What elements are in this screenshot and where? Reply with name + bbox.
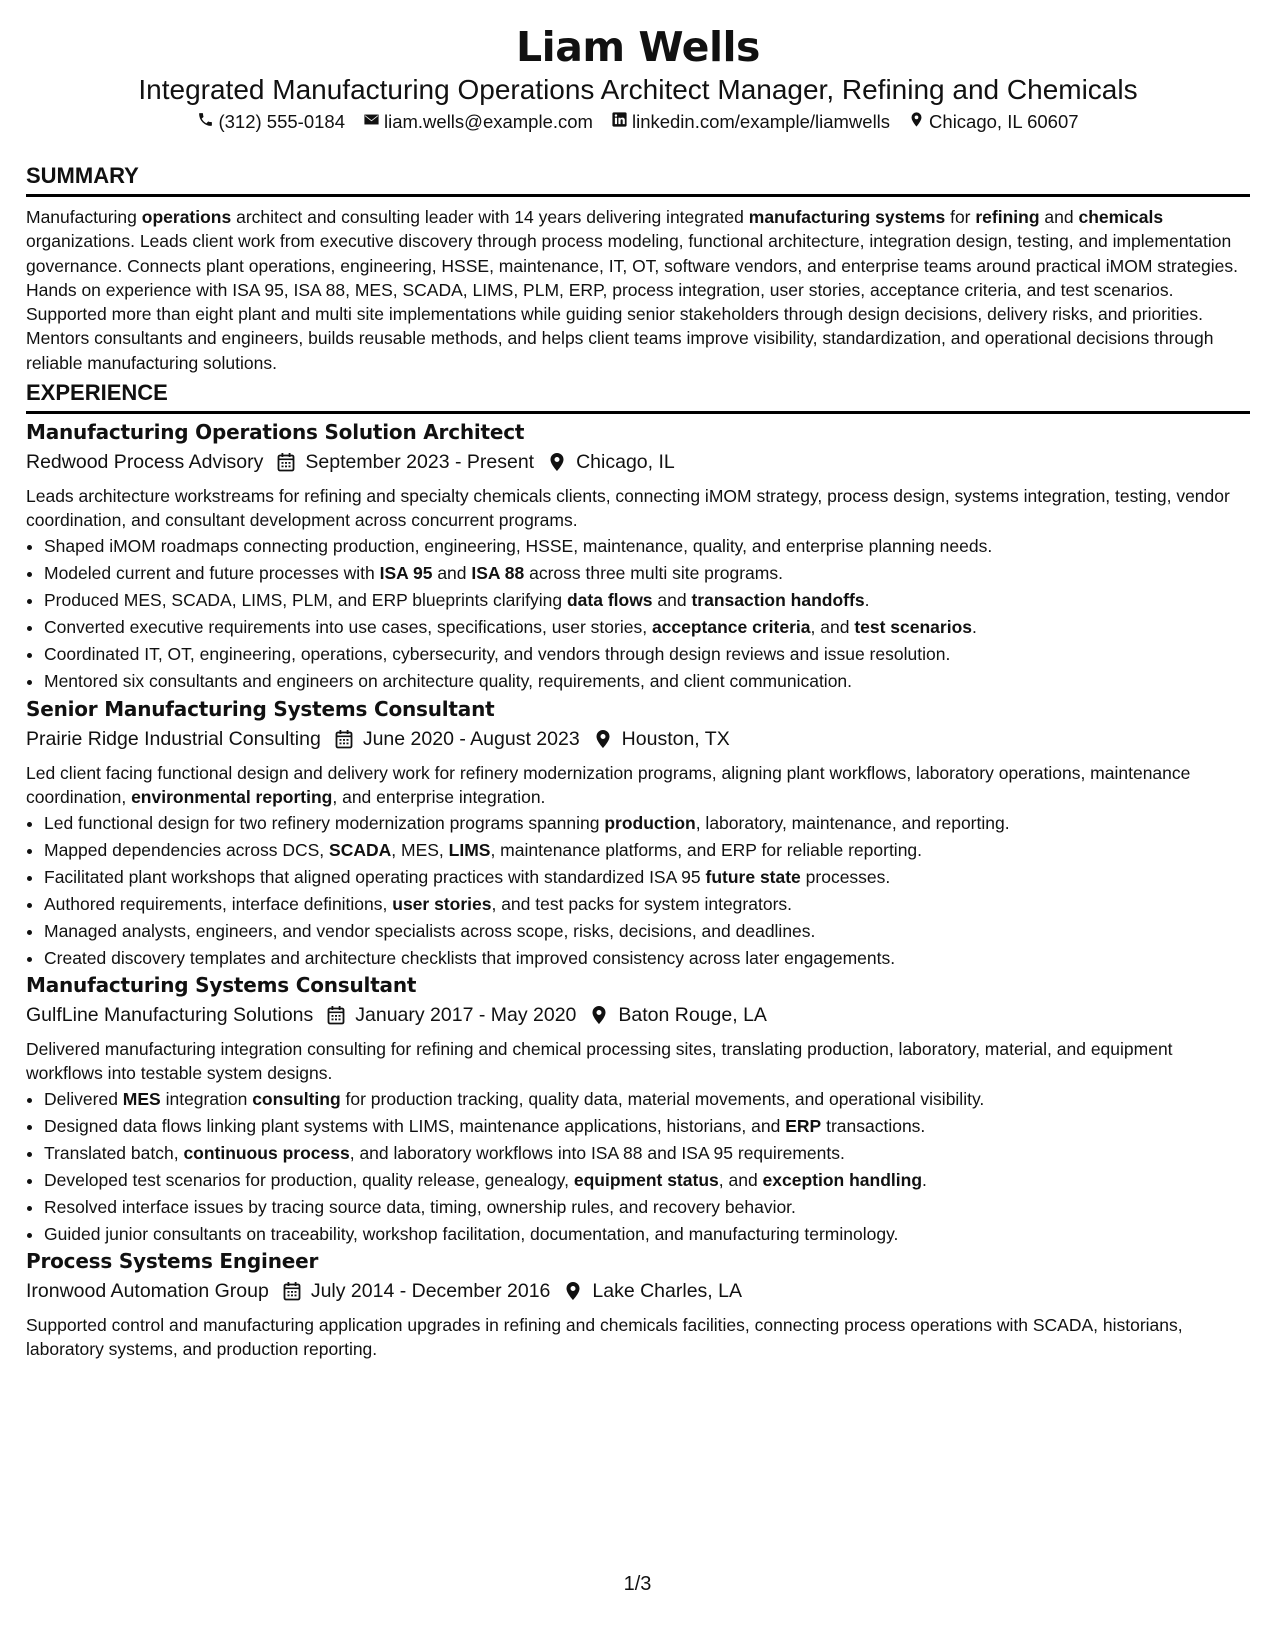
job-entry xyxy=(26,418,1250,695)
bullet-item: • Produced MES, SCADA, LIMS, PLM, and ERP blueprints clarifying data flows and transaction handoffs. xyxy=(44,587,1250,614)
job-description: Led client facing functional design and delivery work for refinery modernization programs, aligning plant workflows, laboratory operations, maintenance coordination, environmental reporting, and enterprise integration. xyxy=(26,763,1191,808)
contact-bar xyxy=(26,108,1250,136)
contact-linkedin[interactable] xyxy=(611,108,890,136)
map-pin-icon xyxy=(548,452,566,472)
map-pin-icon xyxy=(594,729,612,749)
map-pin-icon xyxy=(590,1005,608,1025)
contact-phone[interactable] xyxy=(197,108,345,136)
job-title: Manufacturing Operations Solution Architect xyxy=(26,420,525,444)
job-dates: June 2020 - August 2023 xyxy=(362,728,580,750)
bullet-item: • Translated batch, continuous process, and laboratory workflows into ISA 88 and ISA 95 requirements. xyxy=(44,1140,1250,1167)
bullet-item: • Guided junior consultants on traceability, workshop facilitation, documentation, and manufacturing terminology. xyxy=(44,1221,1250,1248)
location-text: Chicago, IL 60607 xyxy=(929,111,1079,132)
bullet-item: • Modeled current and future processes with ISA 95 and ISA 88 across three multi site programs. xyxy=(44,560,1250,587)
job-meta xyxy=(26,724,1250,754)
bullet-item: • Facilitated plant workshops that aligned operating practices with standardized ISA 95 future state processes. xyxy=(44,864,1250,891)
bullet-item: • Created discovery templates and architecture checklists that improved consistency across later engagements. xyxy=(44,945,1250,972)
bullet-item: • Led functional design for two refinery modernization programs spanning production, laboratory, maintenance, and reporting. xyxy=(44,810,1250,837)
bullet-item: • Mentored six consultants and engineers on architecture quality, requirements, and client communication. xyxy=(44,668,1250,695)
job-description: Delivered manufacturing integration consulting for refining and chemical processing sites, translating production, laboratory, material, and equipment workflows into testable system designs. xyxy=(26,1039,1173,1084)
job-title: Process Systems Engineer xyxy=(26,1249,319,1273)
candidate-title: Integrated Manufacturing Operations Architect Manager, Refining and Chemicals xyxy=(138,74,1138,105)
job-description: Leads architecture workstreams for refining and specialty chemicals clients, connecting iMOM strategy, process design, systems integration, testing, vendor coordination, and consultant development across concurrent programs. xyxy=(26,486,1230,531)
bullet-item: • Designed data flows linking plant systems with LIMS, maintenance applications, historians, and ERP transactions. xyxy=(44,1113,1250,1140)
bullet-item: • Shaped iMOM roadmaps connecting production, engineering, HSSE, maintenance, quality, and enterprise planning needs. xyxy=(44,533,1250,560)
job-location: Baton Rouge, LA xyxy=(618,1004,767,1026)
section-divider xyxy=(26,194,1250,197)
job-dates: January 2017 - May 2020 xyxy=(355,1004,577,1026)
contact-location xyxy=(908,108,1078,136)
job-title: Manufacturing Systems Consultant xyxy=(26,973,417,997)
job-meta xyxy=(26,1000,1250,1030)
job-bullets xyxy=(26,1086,1250,1248)
company-name: Ironwood Automation Group xyxy=(26,1280,269,1302)
bullet-item: • Managed analysts, engineers, and vendor specialists across scope, risks, decisions, and deadlines. xyxy=(44,918,1250,945)
summary-text: Manufacturing operations architect and consulting leader with 14 years delivering integrated manufacturing systems for refining and chemicals organizations. Leads client work from executive discovery through process modeling, functional architecture, integration design, testing, and implementation governance. Connects plant operations, engineering, HSSE, maintenance, IT, OT, software vendors, and enterprise teams around practical iMOM strategies. Hands on experience with ISA 95, ISA 88, MES, SCADA, LIMS, PLM, ERP, process integration, user stories, acceptance criteria, and test scenarios. Supported more than eight plant and multi site implementations while guiding senior stakeholders through design decisions, delivery risks, and priorities. Mentors consultants and engineers, builds reusable methods, and helps client teams improve visibility, standardization, and operational decisions through reliable manufacturing solutions. xyxy=(26,207,1239,373)
summary-section xyxy=(26,162,1250,375)
envelope-icon xyxy=(363,108,380,136)
job-entry xyxy=(26,695,1250,972)
job-bullets xyxy=(26,533,1250,695)
page-number: 1/3 xyxy=(623,1573,652,1595)
job-meta xyxy=(26,447,1250,477)
job-entry xyxy=(26,971,1250,1248)
bullet-item: • Mapped dependencies across DCS, SCADA, MES, LIMS, maintenance platforms, and ERP for reliable reporting. xyxy=(44,837,1250,864)
phone-text: (312) 555-0184 xyxy=(218,111,345,132)
experience-section xyxy=(26,379,1250,414)
job-dates: July 2014 - December 2016 xyxy=(310,1280,551,1302)
bullet-item: • Delivered MES integration consulting for production tracking, quality data, material movements, and operational visibility. xyxy=(44,1086,1250,1113)
job-title: Senior Manufacturing Systems Consultant xyxy=(26,697,495,721)
resume-page xyxy=(26,22,1250,1360)
calendar-icon xyxy=(283,1281,301,1301)
job-location: Lake Charles, LA xyxy=(592,1280,742,1302)
job-bullets xyxy=(26,810,1250,972)
map-pin-icon xyxy=(908,108,925,136)
job-location: Houston, TX xyxy=(621,728,730,750)
company-name: GulfLine Manufacturing Solutions xyxy=(26,1004,314,1026)
email-text: liam.wells@example.com xyxy=(383,111,593,132)
job-meta xyxy=(26,1276,1250,1306)
bullet-item: • Resolved interface issues by tracing source data, timing, ownership rules, and recovery behavior. xyxy=(44,1194,1250,1221)
bullet-item: • Coordinated IT, OT, engineering, operations, cybersecurity, and vendors through design reviews and issue resolution. xyxy=(44,641,1250,668)
linkedin-text: linkedin.com/example/liamwells xyxy=(631,111,891,132)
job-dates: September 2023 - Present xyxy=(305,451,535,473)
section-heading-summary: SUMMARY xyxy=(26,163,139,188)
calendar-icon xyxy=(327,1005,345,1025)
contact-email[interactable] xyxy=(363,108,593,136)
linkedin-icon xyxy=(611,108,628,136)
phone-icon xyxy=(197,108,214,136)
candidate-name: Liam Wells xyxy=(516,23,760,71)
job-description: Supported control and manufacturing application upgrades in refining and chemicals facilities, connecting process operations with SCADA, historians, laboratory systems, and production reporting. xyxy=(26,1315,1183,1360)
section-divider xyxy=(26,411,1250,414)
job-location: Chicago, IL xyxy=(576,451,675,473)
calendar-icon xyxy=(335,729,353,749)
bullet-item: • Authored requirements, interface definitions, user stories, and test packs for system integrators. xyxy=(44,891,1250,918)
company-name: Prairie Ridge Industrial Consulting xyxy=(26,728,321,750)
map-pin-icon xyxy=(564,1281,582,1301)
bullet-item: • Developed test scenarios for production, quality release, genealogy, equipment status, and exception handling. xyxy=(44,1167,1250,1194)
section-heading-experience: EXPERIENCE xyxy=(26,380,168,405)
job-entry xyxy=(26,1247,1250,1362)
company-name: Redwood Process Advisory xyxy=(26,451,264,473)
calendar-icon xyxy=(277,452,295,472)
bullet-item: • Converted executive requirements into use cases, specifications, user stories, acceptance criteria, and test scenarios. xyxy=(44,614,1250,641)
